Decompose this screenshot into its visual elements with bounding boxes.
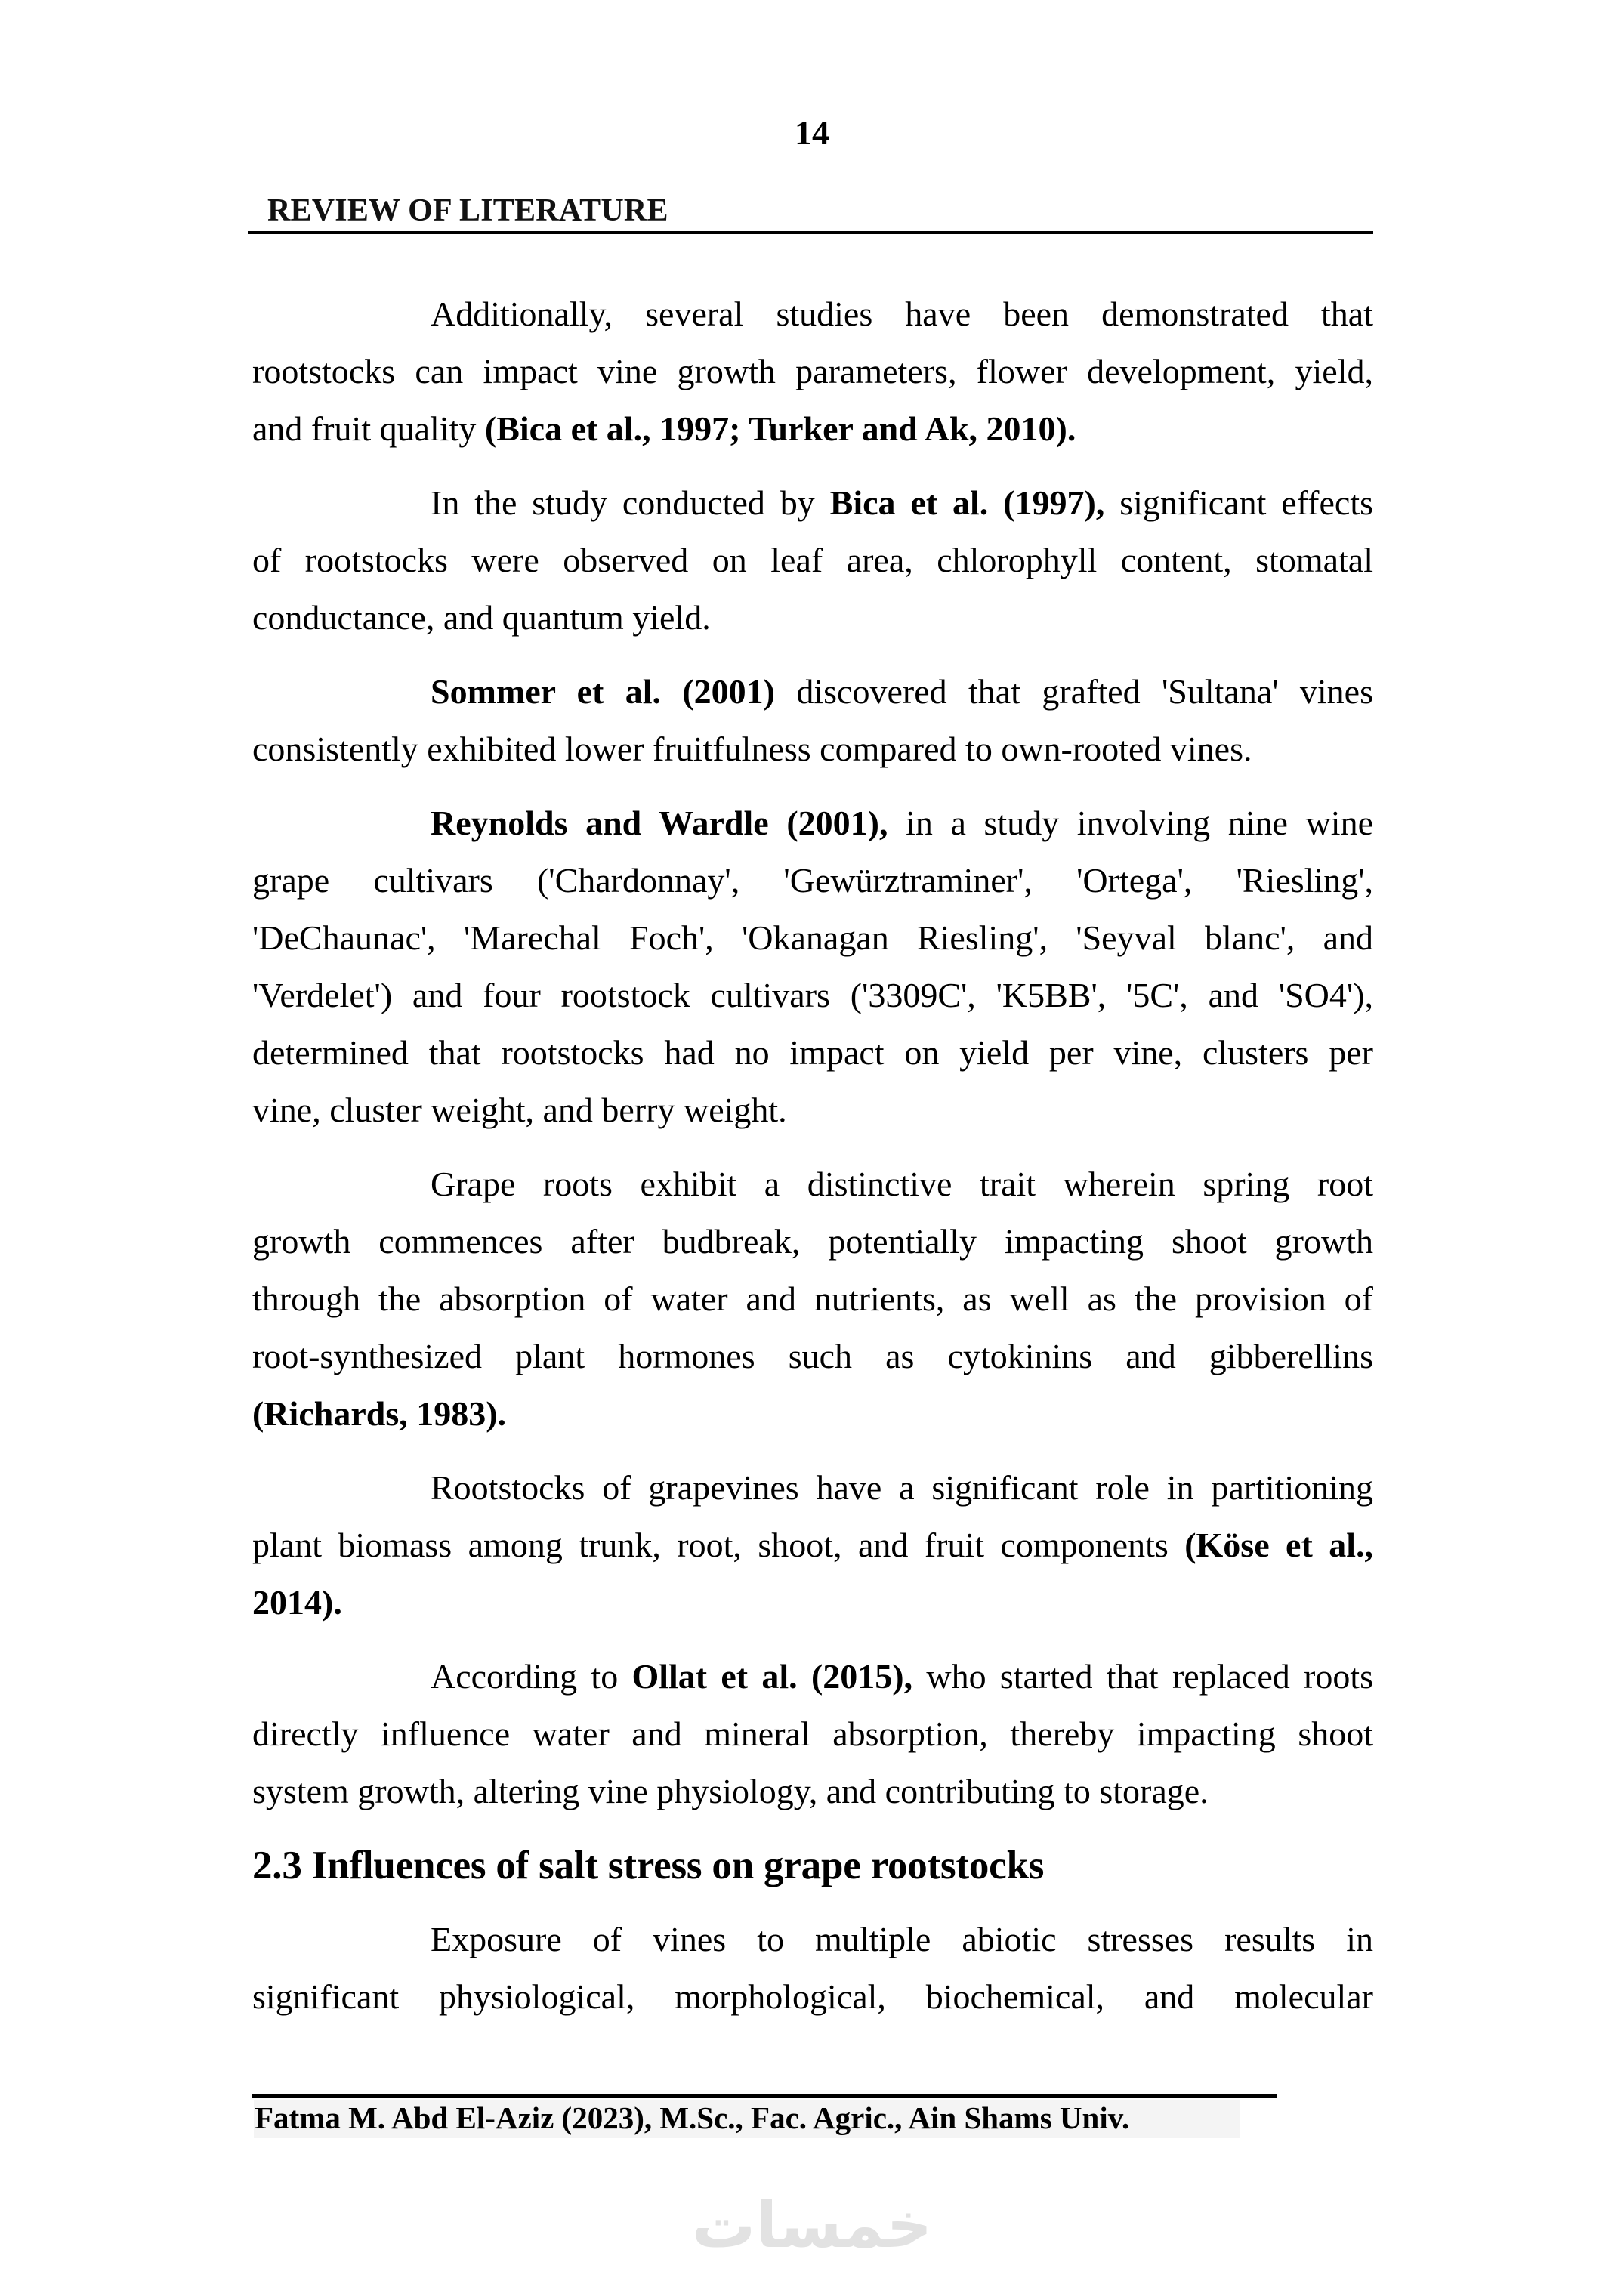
text-line [252,909,1373,967]
paragraph [252,474,1373,647]
text-line [252,285,1373,343]
text-run: root-synthesized plant hormones such as cytokinins and gibberellins [252,1337,1373,1375]
paragraph [252,1156,1373,1443]
running-head: REVIEW OF LITERATURE [267,193,668,228]
citation: 2014). [252,1583,342,1622]
text-run: plant biomass among trunk, root, shoot, and fruit components [252,1526,1185,1564]
text-run: vine, cluster weight, and berry weight. [252,1091,787,1129]
page-number [0,110,1624,156]
text-run: growth commences after budbreak, potentially impacting shoot growth [252,1222,1373,1261]
text-run: and fruit quality [252,409,485,448]
text-line [252,852,1373,909]
text-line [252,1459,1373,1517]
text-line [252,1270,1373,1328]
text-run: in a study involving nine wine [888,804,1373,842]
section-heading: 2.3 Influences of salt stress on grape rootstocks [252,1844,1045,1887]
text-run: discovered that grafted 'Sultana' vines [775,672,1373,711]
paragraph [252,1459,1373,1631]
citation: (Köse et al., [1184,1526,1373,1564]
text-line [252,1385,1373,1443]
text-line [252,1968,1373,2026]
citation: Ollat et al. (2015), [631,1657,913,1696]
text-line [252,721,1373,778]
citation: (Bica et al., 1997; Turker and Ak, 2010). [484,409,1076,448]
text-line [252,1648,1373,1705]
paragraph [252,1911,1373,2026]
text-line [252,967,1373,1024]
text-line [252,1763,1373,1820]
text-line [252,663,1373,721]
citation: (Richards, 1983). [252,1394,507,1433]
text-line [252,1517,1373,1574]
body-text [252,285,1373,2042]
text-run: Exposure of vines to multiple abiotic stresses results in [431,1920,1373,1958]
text-line [252,532,1373,589]
text-run: Additionally, several studies have been demonstrated that [431,295,1373,333]
header-rule [248,231,1373,234]
paragraph [252,663,1373,778]
text-line [252,1156,1373,1213]
text-line [252,1213,1373,1270]
text-run: conductance, and quantum yield. [252,598,711,637]
text-run: 'DeChaunac', 'Marechal Foch', 'Okanagan Riesling', 'Seyval blanc', and [252,918,1373,957]
text-run: rootstocks can impact vine growth parameters, flower development, yield, [252,352,1373,390]
citation: Reynolds and Wardle (2001), [431,804,888,842]
text-line [252,1705,1373,1763]
text-line [252,589,1373,647]
text-line [252,1024,1373,1082]
paragraph [252,1648,1373,1820]
watermark-logo: خمسات [691,2188,933,2262]
text-line [252,1328,1373,1385]
text-line [252,1574,1373,1631]
text-run: of rootstocks were observed on leaf area, chlorophyll content, stomatal [252,541,1373,579]
text-run: 'Verdelet') and four rootstock cultivars ('3309C', 'K5BB', '5C', and 'SO4'), [252,976,1373,1014]
footer-citation: Fatma M. Abd El-Aziz (2023), M.Sc., Fac. Agric., Ain Shams Univ. [255,2100,1130,2135]
text-line [252,795,1373,852]
text-line [252,474,1373,532]
text-run: directly influence water and mineral absorption, thereby impacting shoot [252,1714,1373,1753]
text-run: grape cultivars ('Chardonnay', 'Gewürztraminer', 'Ortega', 'Riesling', [252,861,1373,900]
text-run: system growth, altering vine physiology, and contributing to storage. [252,1772,1209,1810]
text-line [252,400,1373,458]
text-run: significant physiological, morphological, biochemical, and molecular [252,1977,1373,2016]
citation: Bica et al. (1997), [829,483,1105,522]
text-run: significant effects [1104,483,1374,522]
text-line [252,343,1373,400]
text-run: According to [431,1657,632,1696]
paragraph [252,795,1373,1139]
text-line [252,1082,1373,1139]
paragraph [252,285,1373,458]
text-run: determined that rootstocks had no impact on yield per vine, clusters per [252,1033,1373,1072]
citation: Sommer et al. (2001) [431,672,775,711]
text-run: through the absorption of water and nutrients, as well as the provision of [252,1279,1373,1318]
text-run: who started that replaced roots [912,1657,1374,1696]
text-run: consistently exhibited lower fruitfulness compared to own-rooted vines. [252,730,1252,768]
text-run: Grape roots exhibit a distinctive trait wherein spring root [431,1165,1373,1203]
page-number-text: 14 [795,113,829,152]
text-run: In the study conducted by [431,483,830,522]
text-line [252,1911,1373,1968]
text-run: Rootstocks of grapevines have a significant role in partitioning [431,1468,1373,1507]
